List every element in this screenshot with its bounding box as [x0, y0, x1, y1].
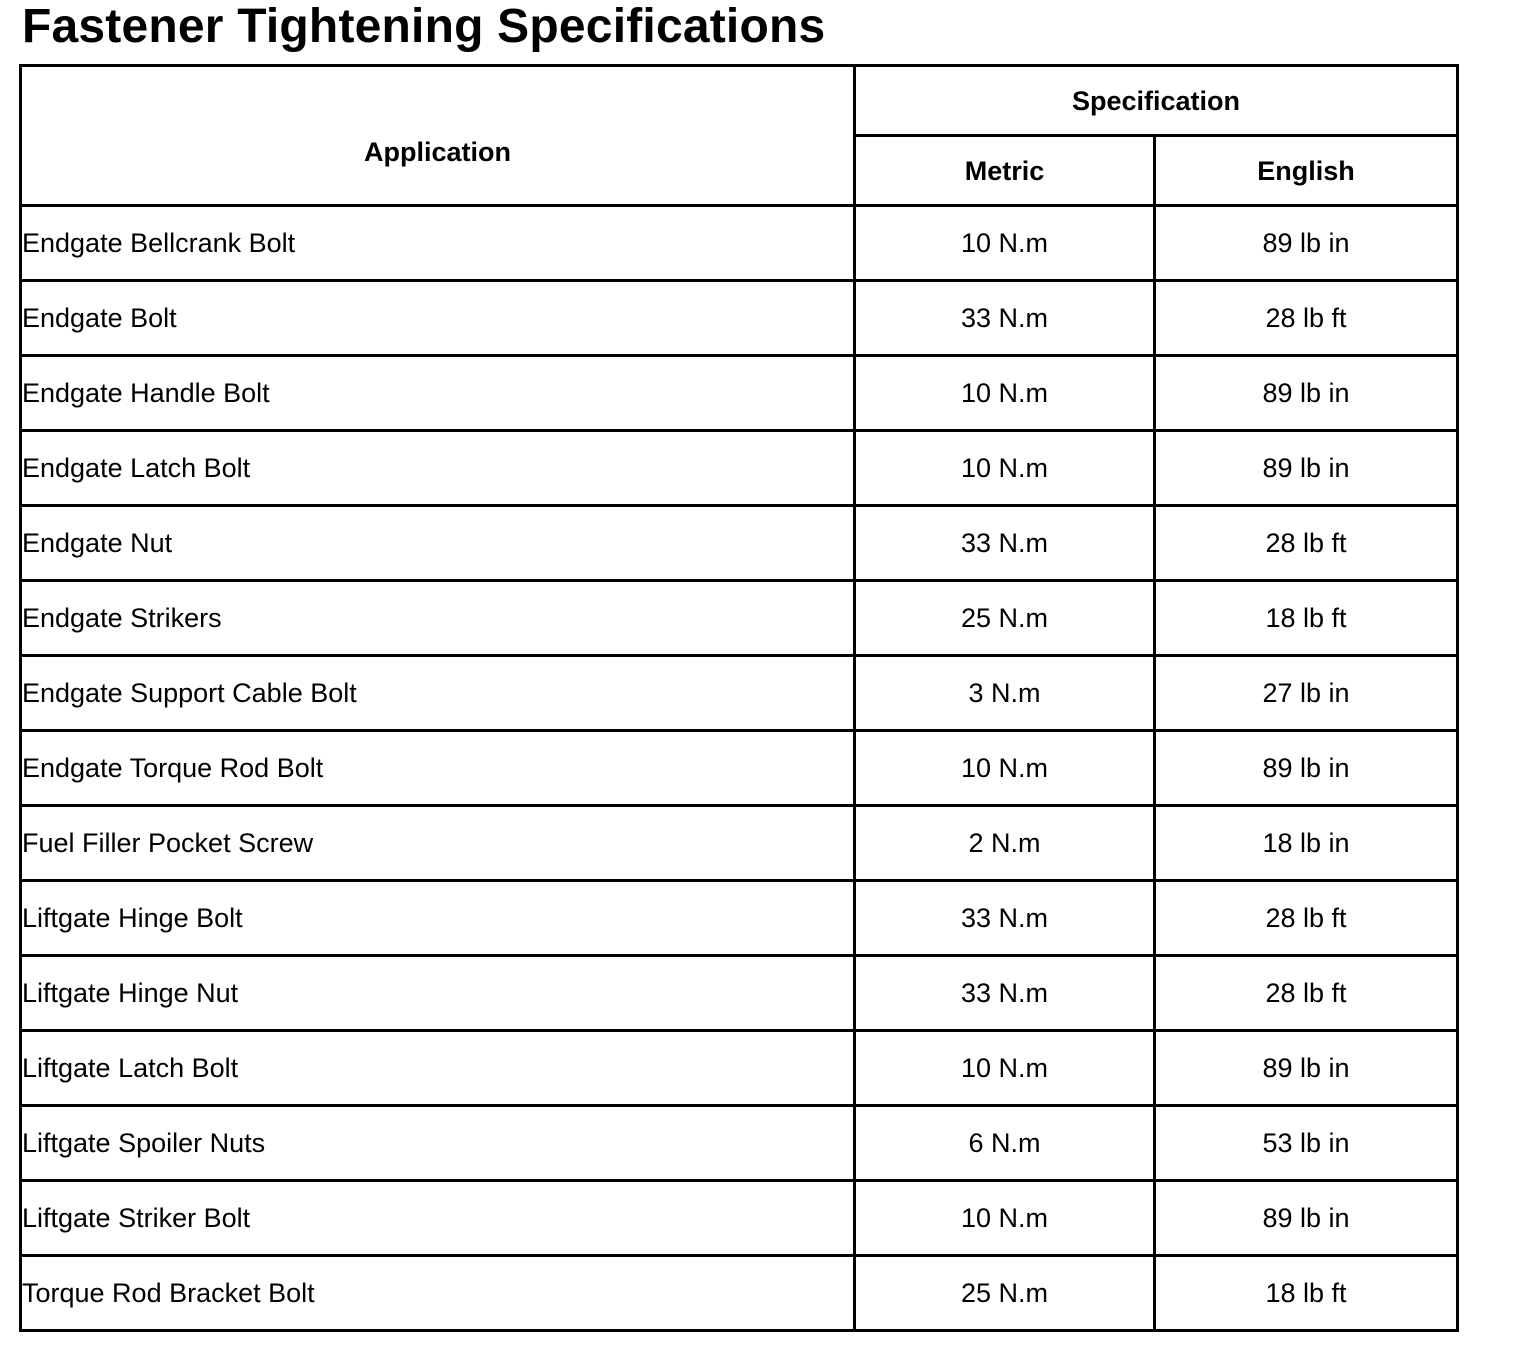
application-cell: Liftgate Spoiler Nuts — [21, 1106, 855, 1181]
english-cell: 89 lb in — [1155, 1031, 1458, 1106]
application-cell: Torque Rod Bracket Bolt — [21, 1256, 855, 1331]
metric-cell: 25 N.m — [855, 1256, 1155, 1331]
english-cell: 28 lb ft — [1155, 506, 1458, 581]
page-title: Fastener Tightening Specifications — [22, 0, 826, 53]
column-header-metric: Metric — [855, 136, 1155, 206]
application-cell: Liftgate Hinge Bolt — [21, 881, 855, 956]
english-cell: 89 lb in — [1155, 356, 1458, 431]
header-row-top — [21, 66, 1458, 136]
table-row — [21, 1181, 1458, 1256]
metric-cell: 10 N.m — [855, 356, 1155, 431]
application-cell: Fuel Filler Pocket Screw — [21, 806, 855, 881]
table-row — [21, 431, 1458, 506]
table-row — [21, 1256, 1458, 1331]
english-cell: 27 lb in — [1155, 656, 1458, 731]
fastener-spec-table — [19, 64, 1459, 1332]
english-cell: 18 lb ft — [1155, 581, 1458, 656]
english-cell: 28 lb ft — [1155, 281, 1458, 356]
application-cell: Endgate Latch Bolt — [21, 431, 855, 506]
application-cell: Liftgate Latch Bolt — [21, 1031, 855, 1106]
english-cell: 89 lb in — [1155, 206, 1458, 281]
table-row — [21, 956, 1458, 1031]
application-cell: Liftgate Hinge Nut — [21, 956, 855, 1031]
english-cell: 89 lb in — [1155, 431, 1458, 506]
column-header-specification: Specification — [855, 66, 1458, 136]
table-row — [21, 206, 1458, 281]
english-cell: 28 lb ft — [1155, 881, 1458, 956]
application-cell: Endgate Torque Rod Bolt — [21, 731, 855, 806]
metric-cell: 6 N.m — [855, 1106, 1155, 1181]
application-cell: Endgate Nut — [21, 506, 855, 581]
metric-cell: 33 N.m — [855, 956, 1155, 1031]
english-cell: 28 lb ft — [1155, 956, 1458, 1031]
table-row — [21, 656, 1458, 731]
column-header-english: English — [1155, 136, 1458, 206]
table-row — [21, 731, 1458, 806]
table-row — [21, 806, 1458, 881]
metric-cell: 33 N.m — [855, 281, 1155, 356]
metric-cell: 10 N.m — [855, 206, 1155, 281]
english-cell: 18 lb in — [1155, 806, 1458, 881]
metric-cell: 2 N.m — [855, 806, 1155, 881]
metric-cell: 10 N.m — [855, 1181, 1155, 1256]
english-cell: 53 lb in — [1155, 1106, 1458, 1181]
table-row — [21, 506, 1458, 581]
metric-cell: 33 N.m — [855, 881, 1155, 956]
table-row — [21, 581, 1458, 656]
column-header-application: Application — [21, 66, 855, 206]
application-cell: Endgate Support Cable Bolt — [21, 656, 855, 731]
english-cell: 89 lb in — [1155, 731, 1458, 806]
application-cell: Endgate Strikers — [21, 581, 855, 656]
table-row — [21, 1031, 1458, 1106]
metric-cell: 25 N.m — [855, 581, 1155, 656]
application-cell: Endgate Bolt — [21, 281, 855, 356]
metric-cell: 10 N.m — [855, 1031, 1155, 1106]
english-cell: 89 lb in — [1155, 1181, 1458, 1256]
table-row — [21, 356, 1458, 431]
metric-cell: 33 N.m — [855, 506, 1155, 581]
table-row — [21, 881, 1458, 956]
table-row — [21, 1106, 1458, 1181]
metric-cell: 10 N.m — [855, 431, 1155, 506]
metric-cell: 3 N.m — [855, 656, 1155, 731]
application-cell: Endgate Handle Bolt — [21, 356, 855, 431]
english-cell: 18 lb ft — [1155, 1256, 1458, 1331]
table-row — [21, 281, 1458, 356]
application-cell: Liftgate Striker Bolt — [21, 1181, 855, 1256]
metric-cell: 10 N.m — [855, 731, 1155, 806]
application-cell: Endgate Bellcrank Bolt — [21, 206, 855, 281]
